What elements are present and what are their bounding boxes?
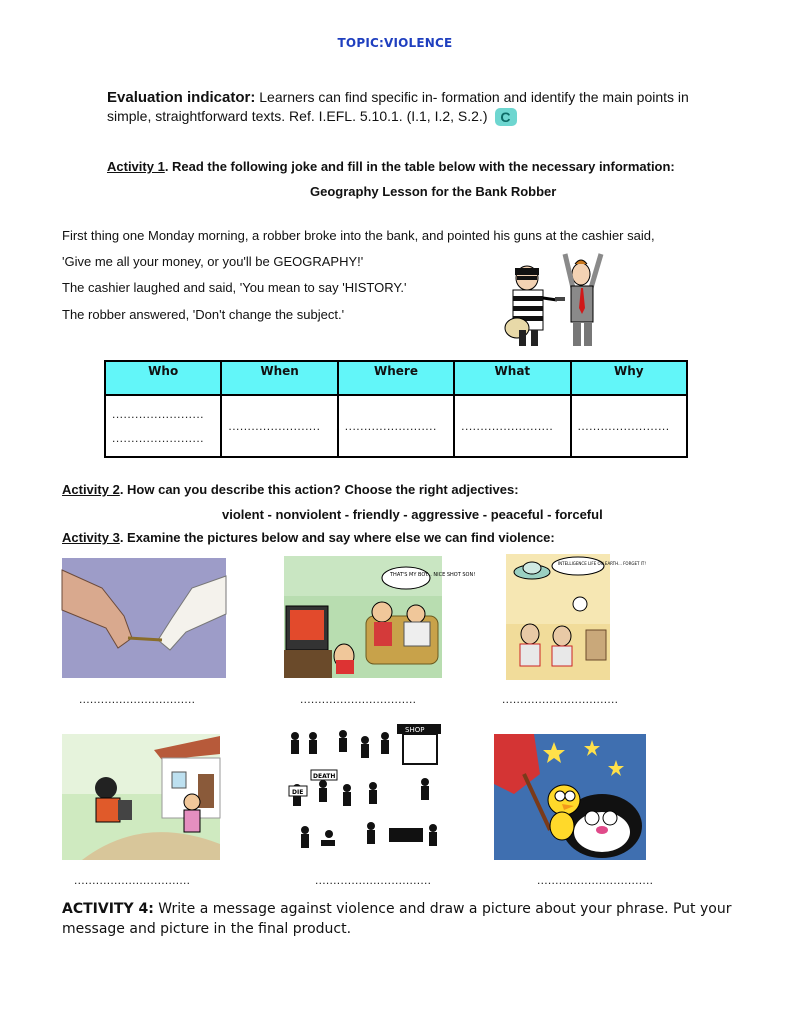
activity-1-instruction <box>107 159 675 174</box>
answer-line: ................................ <box>502 692 619 706</box>
page-title: TOPIC:VIOLENCE <box>337 36 453 50</box>
ufo-football-cartoon <box>506 554 646 680</box>
header-what: What <box>454 361 570 395</box>
die-sign-text: DIE <box>292 789 304 796</box>
header-where: Where <box>338 361 454 395</box>
cat-and-bird-cartoon <box>494 734 646 860</box>
story-title: Geography Lesson for the Bank Robber <box>310 184 557 199</box>
death-sign-text: DEATH <box>313 773 336 780</box>
activity-3-label: Activity 3 <box>62 530 120 545</box>
table-header-row <box>105 361 687 395</box>
cell-who[interactable]: ........................ ........................ <box>105 395 221 457</box>
stick-figure-violence-picture <box>285 722 445 860</box>
header-when: When <box>221 361 337 395</box>
evaluation-text: Learners can find specific in- formation and identify the main points in simple, straightforward texts. Ref. I.EFL. 5.10.1. (I.1, I.2, S.2.) <box>107 89 689 124</box>
bullying-cartoon <box>62 734 220 860</box>
table-row <box>105 395 687 457</box>
story-line: The robber answered, 'Don't change the subject.' <box>62 307 345 322</box>
evaluation-label: Evaluation indicator: <box>107 89 256 106</box>
answer-line: ................................ <box>315 873 432 887</box>
activity-4-instruction <box>62 899 762 939</box>
cell-what[interactable]: ........................ <box>454 395 570 457</box>
activity-1-text: . Read the following joke and fill in the table below with the necessary information: <box>164 159 675 174</box>
info-table <box>104 360 688 458</box>
shop-sign-text: SHOP <box>405 726 425 734</box>
answer-line: ................................ <box>537 873 654 887</box>
answer-line: ................................ <box>300 692 417 706</box>
cell-why[interactable]: ........................ <box>571 395 687 457</box>
c-badge-icon: C <box>495 108 517 126</box>
cell-where[interactable]: ........................ <box>338 395 454 457</box>
story-line: 'Give me all your money, or you'll be GEOGRAPHY!' <box>62 254 364 269</box>
header-why: Why <box>571 361 687 395</box>
cell-when[interactable]: ........................ <box>221 395 337 457</box>
header-who: Who <box>105 361 221 395</box>
story-line: First thing one Monday morning, a robber broke into the bank, and pointed his guns at the cashier said, <box>62 228 655 243</box>
story-line: The cashier laughed and said, 'You mean to say 'HISTORY.' <box>62 280 407 295</box>
answer-line: ................................ <box>74 873 191 887</box>
ufo-bubble-text: INTELLIGENCE LIFE ON EARTH... FORGET IT! <box>558 561 646 566</box>
activity-3-instruction: Activity 3. Examine the pictures below and say where else we can find violence: <box>62 530 555 545</box>
activity-4-label: ACTIVITY 4: <box>62 901 154 917</box>
activity-2-instruction: Activity 2. How can you describe this action? Choose the right adjectives: <box>62 482 519 497</box>
activity-4-text: Write a message against violence and draw a picture about your phrase. Put your message and picture in the final product. <box>62 901 732 937</box>
evaluation-indicator <box>107 88 707 126</box>
tv-violence-cartoon <box>284 556 476 678</box>
hands-picture <box>62 558 226 678</box>
answer-line: ................................ <box>79 692 196 706</box>
adjective-list: violent - nonviolent - friendly - aggressive - peaceful - forceful <box>222 507 603 522</box>
robber-cashier-illustration <box>505 248 615 348</box>
tv-bubble-text: THAT'S MY BOY... NICE SHOT SON! <box>390 572 476 578</box>
activity-2-label: Activity 2 <box>62 482 120 497</box>
activity-1-label: Activity 1 <box>107 159 165 174</box>
